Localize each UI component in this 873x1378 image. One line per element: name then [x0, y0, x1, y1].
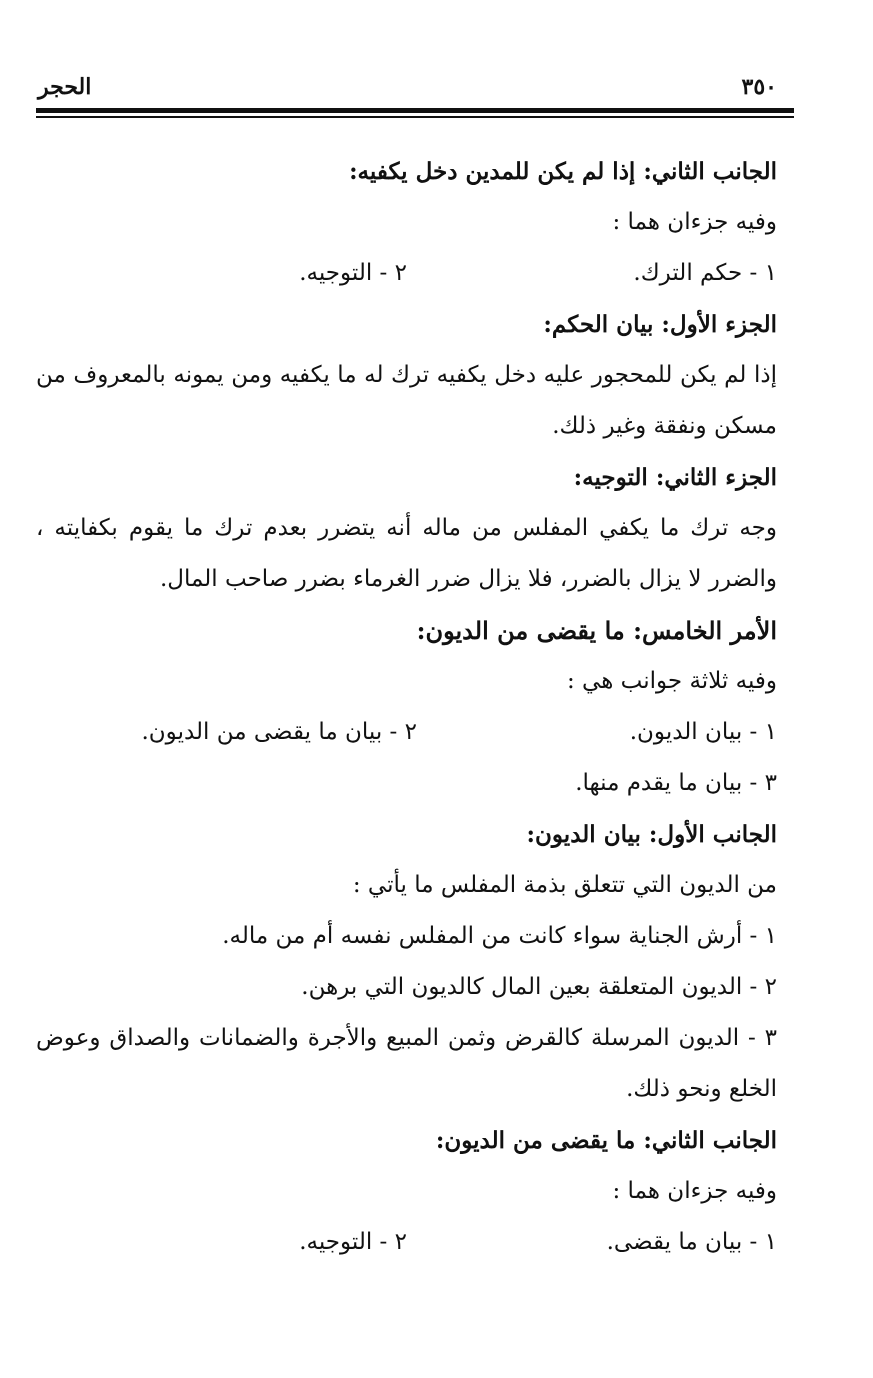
- numbered-items-row: [36, 1217, 777, 1268]
- list-item: ٢ - التوجيه.: [299, 1229, 407, 1255]
- text-line: وفيه جزءان هما :: [612, 1178, 777, 1204]
- list-item: ٢ - التوجيه.: [299, 260, 407, 286]
- numbered-items-row: [36, 707, 777, 758]
- header-rule-thick: [36, 108, 794, 113]
- paragraph: وجه ترك ما يكفي المفلس من ماله أنه يتضرر بعدم ترك ما يقوم بكفايته ، والضرر لا يزال بالضرر، فلا يزال ضرر الغرماء بضرر صاحب المال.: [36, 515, 777, 592]
- page-number: ٣٥٠: [741, 74, 777, 100]
- section-heading: الجزء الأول: بيان الحكم:: [543, 311, 777, 338]
- list-item: ٢ - الديون المتعلقة بعين المال كالديون التي برهن.: [301, 974, 777, 1000]
- list-item: ١ - بيان الديون.: [629, 719, 777, 745]
- list-item: ١ - حكم الترك.: [633, 260, 777, 286]
- text-line: وفيه ثلاثة جوانب هي :: [567, 668, 777, 694]
- list-item: ١ - أرش الجناية سواء كانت من المفلس نفسه أم من ماله.: [222, 923, 777, 949]
- section-heading: الجانب الأول: بيان الديون:: [526, 821, 777, 848]
- section-heading: الجانب الثاني: إذا لم يكن للمدين دخل يكفيه:: [349, 158, 777, 185]
- section-heading: الجانب الثاني: ما يقضى من الديون:: [435, 1127, 777, 1154]
- list-item: ٣ - بيان ما يقدم منها.: [575, 770, 777, 796]
- paragraph: إذا لم يكن للمحجور عليه دخل يكفيه ترك له ما يكفيه ومن يمونه بالمعروف من مسكن ونفقة وغير ذلك.: [36, 362, 777, 439]
- chapter-title: الحجر: [38, 74, 92, 100]
- main-section-heading: الأمر الخامس: ما يقضى من الديون:: [416, 616, 777, 645]
- list-item: ٣ - الديون المرسلة كالقرض وثمن المبيع والأجرة والضمانات والصداق وعوض الخلع ونحو ذلك.: [36, 1025, 777, 1102]
- numbered-items-row: [36, 248, 777, 299]
- list-item: ١ - بيان ما يقضى.: [606, 1229, 777, 1255]
- header-rule-thin: [36, 116, 794, 118]
- text-line: من الديون التي تتعلق بذمة المفلس ما يأتي :: [352, 872, 777, 898]
- text-line: وفيه جزءان هما :: [612, 209, 777, 235]
- page-body: [36, 146, 777, 1268]
- list-item: ٢ - بيان ما يقضى من الديون.: [141, 719, 417, 745]
- section-heading: الجزء الثاني: التوجيه:: [573, 464, 777, 491]
